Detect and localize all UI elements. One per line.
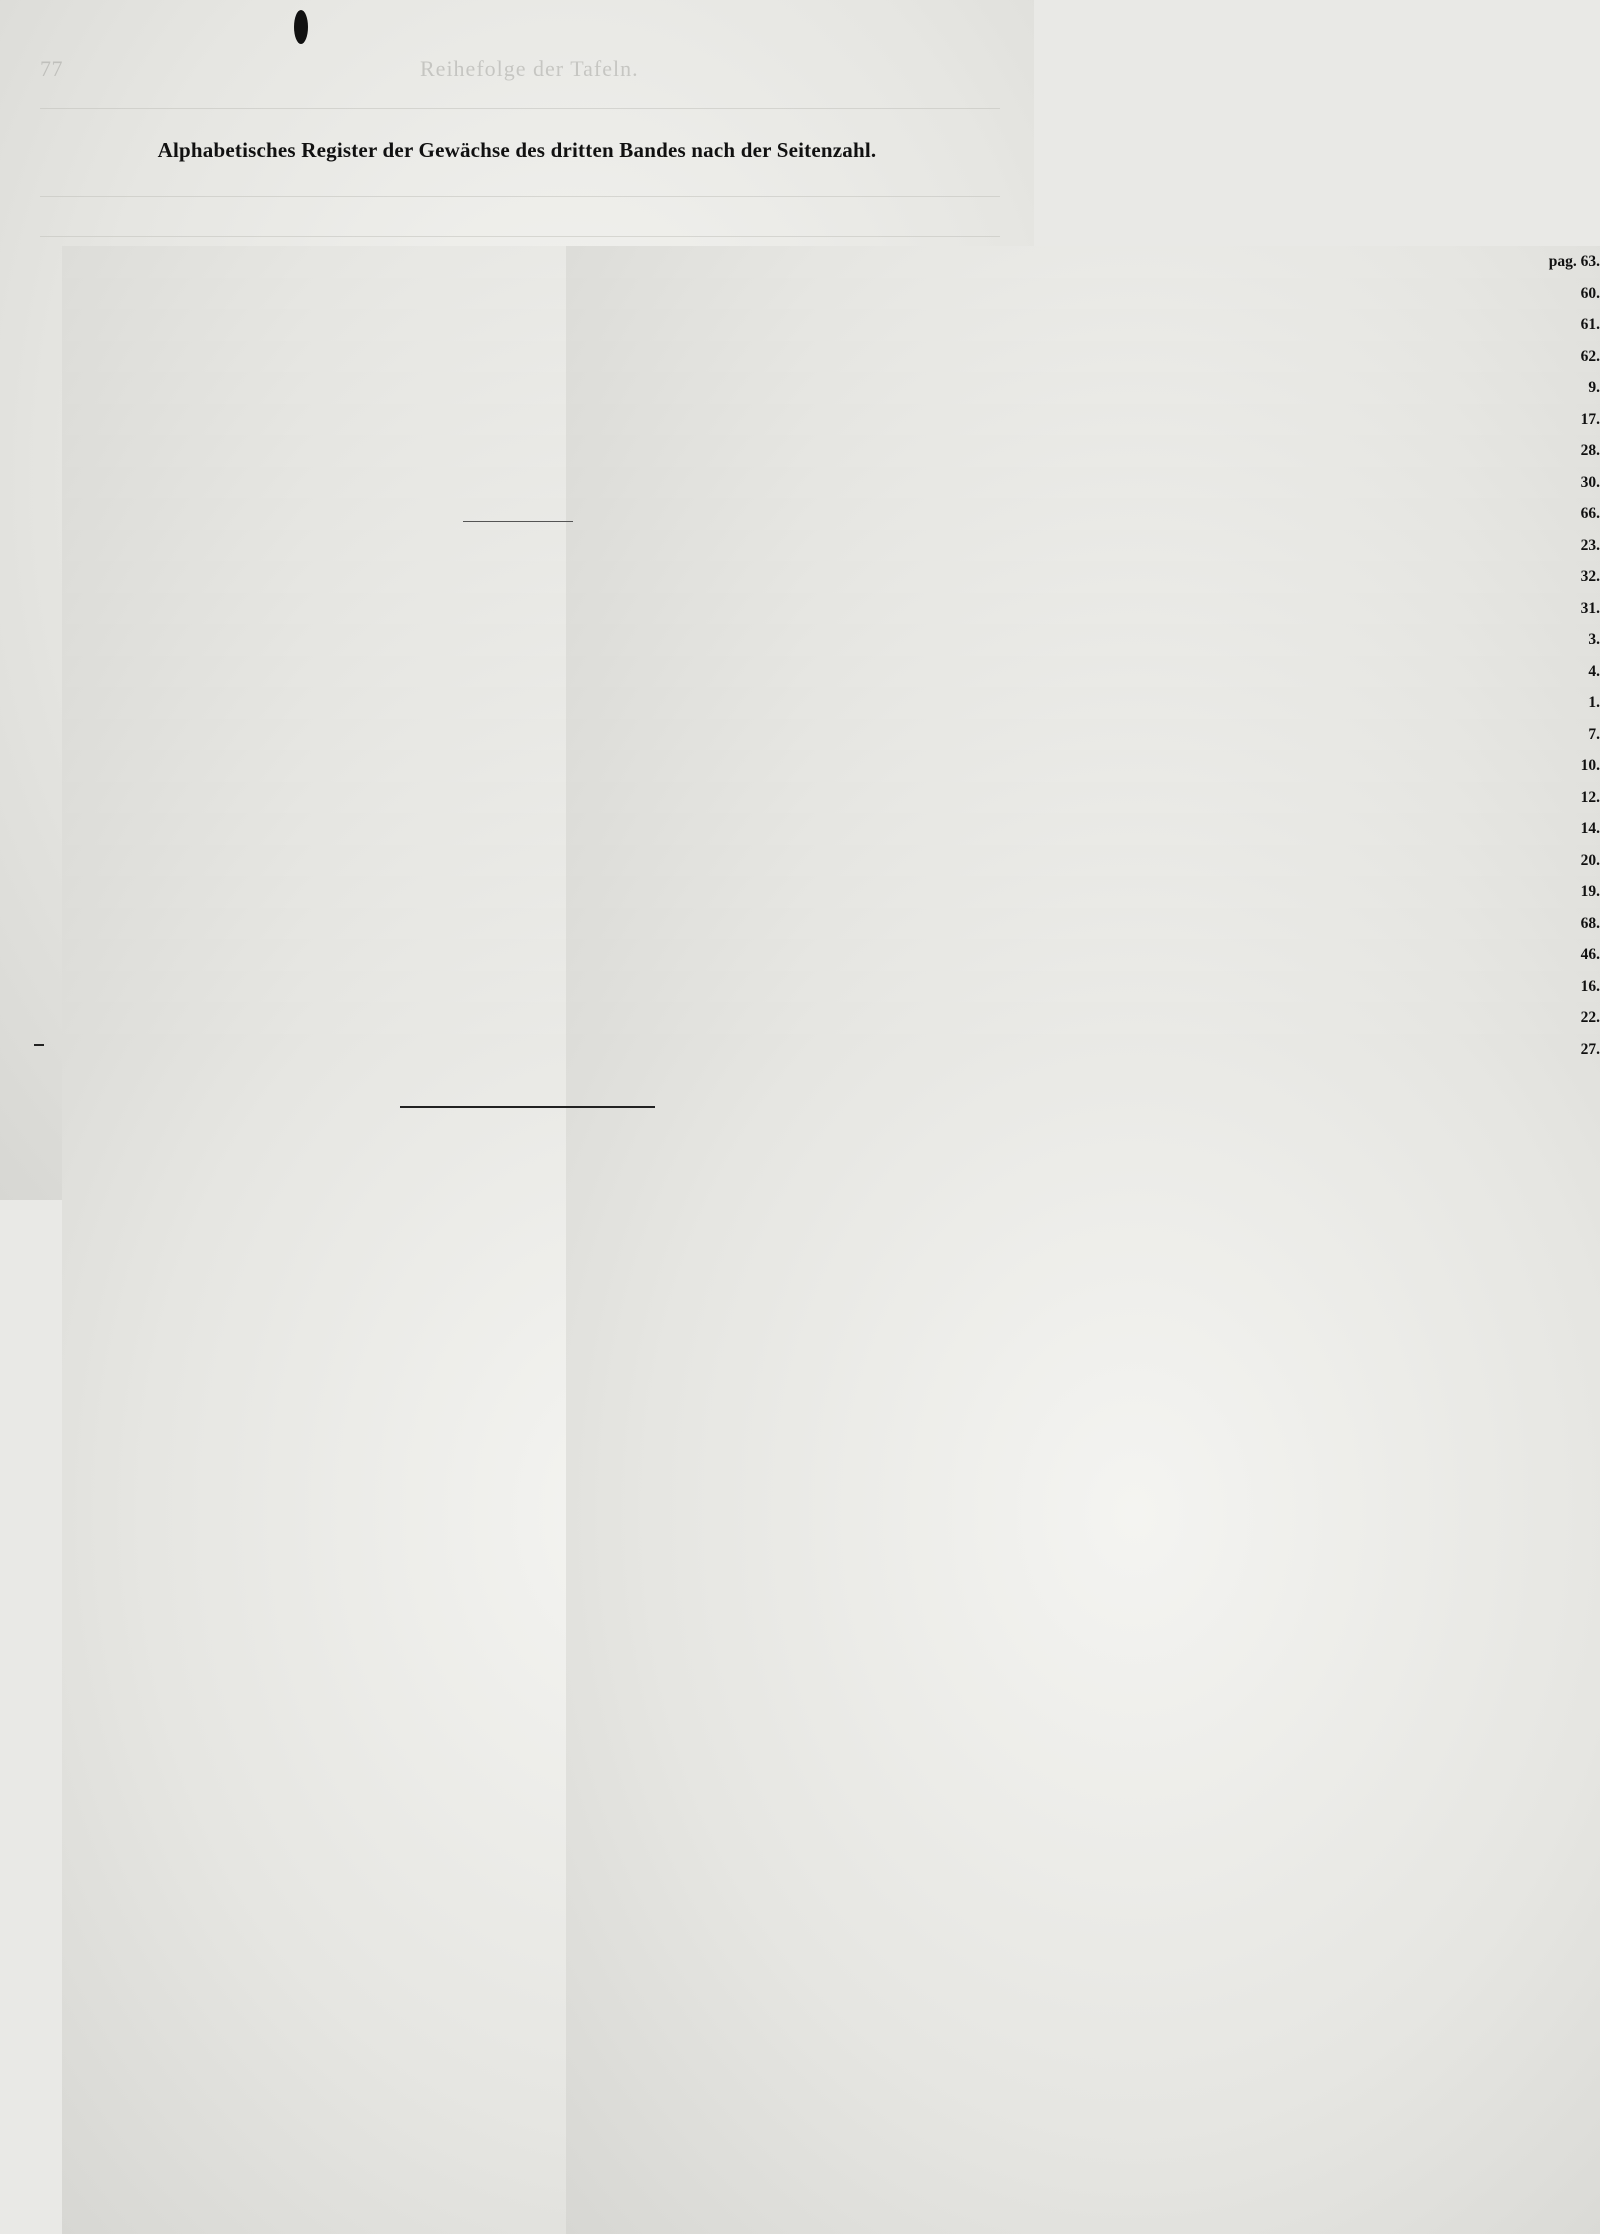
bleedthrough-line bbox=[40, 196, 1000, 197]
page-reference: 32. bbox=[566, 561, 1600, 1761]
page-reference: 3. bbox=[566, 624, 1600, 1824]
index-entry bbox=[62, 750, 500, 782]
index-entry bbox=[62, 971, 500, 1003]
index-entry bbox=[566, 435, 1600, 467]
index-entry bbox=[566, 813, 1600, 845]
index-entry bbox=[566, 1034, 1600, 1066]
bleedthrough-page-number: 77 bbox=[40, 56, 63, 81]
index-entry bbox=[62, 656, 500, 688]
page-reference: 4. bbox=[566, 656, 1600, 1856]
index-entry bbox=[62, 624, 500, 656]
page-reference: 28. bbox=[566, 435, 1600, 1635]
page-reference: 27. bbox=[566, 1034, 1600, 2234]
index-entry bbox=[62, 435, 500, 467]
index-entry bbox=[62, 530, 500, 562]
ink-blot bbox=[294, 10, 308, 44]
index-entry bbox=[566, 656, 1600, 688]
index-entry bbox=[62, 593, 500, 625]
index-entry bbox=[566, 876, 1600, 908]
page-reference: 66. bbox=[566, 498, 1600, 1698]
index-entry bbox=[566, 782, 1600, 814]
page-reference: 60. bbox=[566, 278, 1600, 1478]
bottom-rule bbox=[400, 1106, 655, 1108]
index-entry bbox=[566, 845, 1600, 877]
index-entry bbox=[62, 719, 500, 751]
index-entry bbox=[566, 498, 1600, 530]
page-reference: 30. bbox=[566, 467, 1600, 1667]
left-index-column bbox=[62, 246, 500, 1066]
index-entry bbox=[566, 939, 1600, 971]
page-reference: 46. bbox=[566, 939, 1600, 2139]
index-entry bbox=[566, 750, 1600, 782]
index-entry bbox=[62, 1034, 500, 1066]
page-reference: 61. bbox=[566, 309, 1600, 1509]
index-entry bbox=[566, 278, 1600, 310]
index-entry bbox=[62, 908, 500, 940]
index-entry bbox=[566, 719, 1600, 751]
index-entry bbox=[62, 498, 500, 530]
page-reference: 17. bbox=[566, 404, 1600, 1604]
page-reference: 20. bbox=[566, 845, 1600, 2045]
page-reference: 7. bbox=[566, 719, 1600, 1919]
index-entry bbox=[62, 309, 500, 341]
index-entry bbox=[566, 341, 1600, 373]
bleedthrough-line bbox=[40, 108, 1000, 109]
page-reference: 16. bbox=[566, 971, 1600, 2171]
page-reference: pag. 63. bbox=[566, 246, 1600, 1446]
index-entry bbox=[62, 278, 500, 310]
index-entry bbox=[566, 246, 1600, 278]
index-entry bbox=[566, 1002, 1600, 1034]
page-reference: 23. bbox=[566, 530, 1600, 1730]
index-entry bbox=[566, 404, 1600, 436]
index-entry bbox=[62, 372, 500, 404]
index-entry bbox=[62, 561, 500, 593]
index-entry bbox=[566, 561, 1600, 593]
page-reference: 68. bbox=[566, 908, 1600, 2108]
margin-dash bbox=[34, 1044, 44, 1046]
divider-line bbox=[463, 521, 573, 522]
index-entry bbox=[62, 246, 500, 278]
index-entry bbox=[566, 372, 1600, 404]
index-entry bbox=[566, 467, 1600, 499]
bleedthrough-header: Reihefolge der Tafeln. bbox=[420, 56, 639, 81]
index-entry bbox=[62, 782, 500, 814]
index-entry bbox=[62, 845, 500, 877]
page-reference: 22. bbox=[566, 1002, 1600, 2202]
page-reference: 62. bbox=[566, 341, 1600, 1541]
register-title: Alphabetisches Register der Gewächse des dritten Bandes nach der Seitenzahl. bbox=[157, 138, 877, 162]
index-entry bbox=[566, 624, 1600, 656]
index-entry bbox=[62, 813, 500, 845]
page-reference: 31. bbox=[566, 593, 1600, 1793]
index-entry bbox=[62, 467, 500, 499]
page-reference: 12. bbox=[566, 782, 1600, 1982]
page-reference: 10. bbox=[566, 750, 1600, 1950]
index-entry bbox=[62, 341, 500, 373]
page-reference: 19. bbox=[566, 876, 1600, 2076]
index-entry bbox=[62, 687, 500, 719]
page-reference: 9. bbox=[566, 372, 1600, 1572]
index-entry bbox=[566, 593, 1600, 625]
index-entry bbox=[62, 876, 500, 908]
index-entry bbox=[566, 971, 1600, 1003]
bleedthrough-line bbox=[40, 236, 1000, 237]
index-entry bbox=[566, 309, 1600, 341]
index-entry bbox=[62, 404, 500, 436]
page-reference: 14. bbox=[566, 813, 1600, 2013]
index-entry bbox=[62, 1002, 500, 1034]
index-entry bbox=[62, 939, 500, 971]
page-reference: 1. bbox=[566, 687, 1600, 1887]
index-entry bbox=[566, 687, 1600, 719]
index-entry bbox=[566, 530, 1600, 562]
right-index-column bbox=[566, 246, 1600, 1066]
index-entry bbox=[566, 908, 1600, 940]
